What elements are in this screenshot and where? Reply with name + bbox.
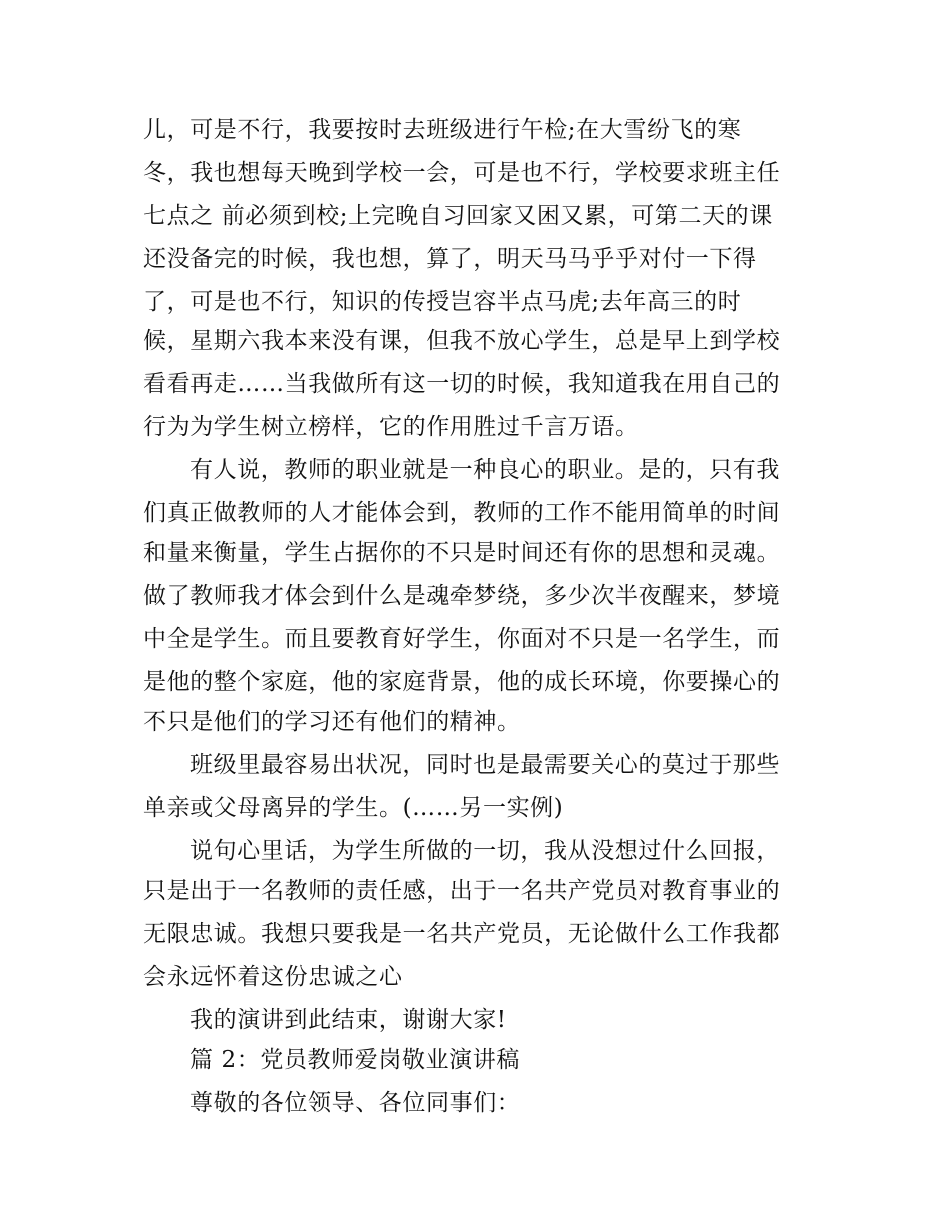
text-line-7: 看看再走……当我做所有这一切的时候，我知道我在用自己的 — [143, 371, 781, 397]
text-line-19: 只是出于一名教师的责任感，出于一名共产党员对教育事业的 — [143, 878, 781, 904]
text-line-20: 无限忠诚。我想只要我是一名共产党员，无论做什么工作我都 — [143, 921, 781, 947]
paragraph-3-first-line: 班级里最容易出状况，同时也是最需要关心的莫过于那些 — [190, 752, 780, 778]
text-line-13: 中全是学生。而且要教育好学生，你面对不只是一名学生，而 — [143, 626, 781, 652]
salutation-line: 尊敬的各位领导、各位同事们： — [190, 1090, 521, 1116]
section-heading: 篇 2：党员教师爱岗敬业演讲稿 — [190, 1047, 520, 1073]
text-line-15: 不只是他们的学习还有他们的精神。 — [143, 709, 521, 735]
paragraph-4-first-line: 说句心里话，为学生所做的一切，我从没想过什么回报， — [190, 838, 780, 864]
paragraph-2-first-line: 有人说，教师的职业就是一种良心的职业。是的，只有我 — [190, 457, 780, 483]
text-line-10: 们真正做教师的人才能体会到，教师的工作不能用简单的时间 — [143, 500, 781, 526]
text-line-11: 和量来衡量，学生占据你的不只是时间还有你的思想和灵魂。 — [143, 540, 781, 566]
text-line-6: 候，星期六我本来没有课，但我不放心学生，总是早上到学校 — [143, 328, 781, 354]
text-line-12: 做了教师我才体会到什么是魂牵梦绕，多少次半夜醒来，梦境 — [143, 583, 781, 609]
text-line-17: 单亲或父母离异的学生。(……另一实例) — [143, 795, 564, 821]
text-line-8: 行为为学生树立榜样，它的作用胜过千言万语。 — [143, 414, 639, 440]
text-line-3: 七点之 前必须到校;上完晚自习回家又困又累，可第二天的课 — [143, 203, 773, 229]
closing-line: 我的演讲到此结束，谢谢大家! — [190, 1007, 507, 1033]
text-line-21: 会永远怀着这份忠诚之心 — [143, 964, 403, 990]
text-line-5: 了，可是也不行，知识的传授岂容半点马虎;去年高三的时 — [143, 289, 742, 315]
text-line-1: 儿，可是不行，我要按时去班级进行午检;在大雪纷飞的寒 — [143, 117, 742, 143]
text-line-14: 是他的整个家庭，他的家庭背景，他的成长环境，你要操心的 — [143, 669, 781, 695]
text-line-2: 冬，我也想每天晚到学校一会，可是也不行，学校要求班主任 — [143, 160, 781, 186]
text-line-4: 还没备完的时候，我也想，算了，明天马马乎乎对付一下得 — [143, 246, 757, 272]
